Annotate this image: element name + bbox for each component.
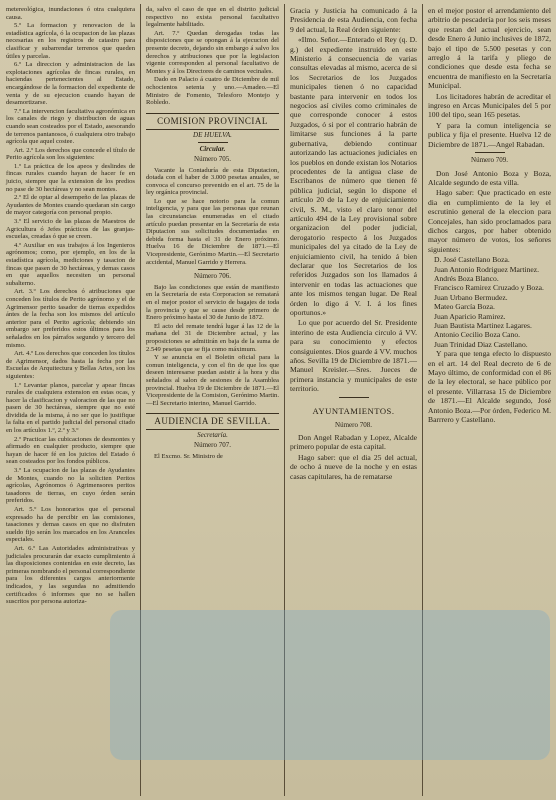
paragraph: Y se anuncia en el Boletin oficial para la comun inteligencia, y con el fin de que los que deseen interesarse puedan asistir á la hora y dia señalados al salon de sesiones de la Asamblea provincial. Huelva 19 de Diciembre de 1871.—El Vicepresidente de la Comision, Gerónimo Martin.—El Secretario interino, Manuel Garrido. bbox=[146, 354, 279, 407]
paragraph: Lo que por acuerdo del Sr. Presidente interino de esta Audiencia circulo á VV. para su conocimiento y efectos consiguientes. Dios guarde á VV. muchos años. Sevilla 19 de Diciembre de 1871.—Manuel Kreisler.—Sres. Jueces de primera instancia y municipales de este territorio. bbox=[290, 318, 417, 394]
paragraph: Art. 7.º Quedan derogadas todas las disposiciones que se opongan á la ejecucion del presente decreto, dejando sin embargo á salvo los derechos y atribuciones que por la legislacion vigente corresponden al personal facultativo de Montes y á los Directores de caminos vecinales. bbox=[146, 29, 279, 75]
list-item: Mateo García Boza. bbox=[434, 302, 495, 312]
notice-number: Número 709. bbox=[471, 156, 508, 165]
paragraph: Los licitadores habrán de acreditar el ingreso en Arcas Municipales del 5 por 100 del tipo, sean 165 pesetas. bbox=[428, 91, 551, 120]
section-heading: AUDIENCIA DE SEVILLA. bbox=[146, 413, 279, 430]
elected-list bbox=[428, 255, 551, 349]
paragraph: Art. 4.º Los derechos que conceden los títulos de Agrimensor, dados hasta la fecha por las Escuelas de Arquitectura y Bellas Artes, son los siguientes: bbox=[6, 350, 135, 380]
list-item: Juan Bautista Martinez Lagares. bbox=[434, 321, 532, 330]
paragraph: 3.º El servicio de las plazas de Maestros de Agricultura ó Jefes prácticos de las granjas-escuelas, creadas ó que se creen. bbox=[6, 218, 135, 241]
paragraph: Art. 6.º Las Autoridades administrativas y judiciales procurarán dar exacto cumplimiento á las disposiciones contenidas en este decreto, las primeras nombrando el personal correspondiente para los diferentes cargos anteriormente indicados, y las segundas no admitiendo certificados ó informes que no se hallen suscritos por persona autoriza- bbox=[6, 544, 135, 606]
paragraph: da, salvo el caso de que en el distrito judicial respectivo no exista personal facultativo legalmente habilitado. bbox=[146, 6, 279, 29]
section-heading: AYUNTAMIENTOS. bbox=[312, 405, 395, 416]
paragraph: en el mejor postor el arrendamiento del arbitrio de pescadería por los seis meses que restan del actual ejercicio, sean desde Enero á Junio inclusives de 1872, bajo el tipo de 5.500 pesetas y con arreglo á la tarifa y pliego de condiciones que desde esta fecha se encuentra de manifiesto en la Secretaría Municipal. bbox=[428, 6, 551, 91]
paragraph: Y para la comun inteligencia se publica y fija el presente. Huelva 12 de Diciembre de 1871.—Angel Rabadan. bbox=[428, 120, 551, 149]
paragraph: Gracia y Justicia ha comunicado á la Presidencia de esta Audiencia, con fecha 9 del actual, la Real órden siguiente: bbox=[290, 6, 417, 34]
divider bbox=[475, 152, 505, 153]
list-item: Francisco Ramirez Cruzado y Boza. bbox=[434, 283, 544, 293]
paragraph: Art. 5.º Los honorarios que el personal expresado ha de percibir en las comisiones, tasaciones y demas casos en que no disfruten sueldo fijo serán los marcados en los Aranceles especiales. bbox=[6, 506, 135, 544]
notice-number: Número 707. bbox=[194, 440, 231, 449]
notice-number: Número 708. bbox=[335, 420, 372, 429]
paragraph: Art. 2.º Los derechos que concede el título de Perito agrícola son los siguientes: bbox=[6, 146, 135, 162]
divider bbox=[339, 397, 369, 398]
column-4 bbox=[422, 0, 556, 800]
section-heading: COMISION PROVINCIAL bbox=[146, 113, 279, 130]
paragraph: El acto del remate tendrá lugar á las 12 de la mañana del 31 de Diciembre actual, y las proposiciones se admitirán en baja de la suma de 2.549 pesetas que se fija como máximum. bbox=[146, 322, 279, 353]
paragraph: El Excmo. Sr. Ministro de bbox=[154, 452, 223, 460]
paragraph: 1.º La práctica de los apeos y deslindes de fincas rurales cuando hayan de hacer fe en juicio, siempre que la extension de los predios no pase de 30 hectáreas y no sean montes. bbox=[6, 162, 135, 193]
circular-label: Circular. bbox=[199, 145, 226, 154]
section-subheading: Secretaría. bbox=[197, 431, 228, 440]
list-item: Antonio Cecilio Boza Cano. bbox=[434, 330, 521, 340]
list-item: D. José Castellano Boza. bbox=[434, 255, 510, 265]
list-item: Juan Antonio Rodriguez Martinez. bbox=[434, 264, 540, 274]
section-subheading: DE HUELVA. bbox=[193, 130, 232, 139]
divider bbox=[198, 269, 228, 270]
paragraph: 5.º La formacion y renovacion de la estadística agrícola, ó la ocupacion de las plazas necesarias en los registros de catastro para clasificar y subarrendar terrenos que queden útiles y parcelas. bbox=[6, 22, 135, 60]
paragraph: Hago saber: que el dia 25 del actual, de ocho á nueve de la noche y en estas casas capitulares, ha de rematarse bbox=[290, 452, 417, 481]
divider bbox=[198, 142, 228, 143]
paragraph: Art. 3.º Los derechos ó atribuciones que conceden los títulos de Perito agrónomo y el de Agrimensor perito tasador de tierras expedidos ántes de la fecha son los mismos del artículo anterior para el Perito agrícola; debiendo sin embargo ser preferidos estos últimos para los señalados en los párrafos segundo y tercero del mismo. bbox=[6, 288, 135, 349]
paragraph: 2.º Practicar las cubicaciones de desmontes y afirmado en cualquier producto, siempre que hayan de hacer fé en los juicios del Estado ó sean costeados por los fondos públicos. bbox=[6, 435, 135, 466]
paragraph: Y para que tenga efecto lo dispuesto en el art. 14 del Real decreto de 6 de Mayo último, de conformidad con el 86 de la ley electoral, se hace público por el presente. Villarrasa 15 de Diciembre de 1871.—El Alcalde segundo, José Antonio Boza.—Por órden, Federico M. Barrrero y Castellano. bbox=[428, 349, 551, 425]
paragraph: Dado en Palacio á cuatro de Diciembre de mil ochocientos setenta y uno.—Amadeo.—El Ministro de Fomento, Telesforo Montejo y Robledo. bbox=[146, 76, 279, 107]
paragraph: Lo que se hace notorio para la comun inteligencia, y para que las personas que reunan las circunstancias enumeradas en el citado artículo puedan presentar en la Secretaría de esta Diputacion sus solicitudes documentadas en debida forma hasta el 31 de Enero próximo. Huelva 16 de Diciembre de 1871.—El Vicepresidente, Gerónimo Martin.—El Secretario accidental, Manuel Garrido y Herrera. bbox=[146, 197, 279, 266]
column-1 bbox=[0, 0, 140, 800]
paragraph: 2.º El de optar al desempeño de las plazas de Ayudantes de Montes cuando quedaran sin cargo de mayor categoría con personal propio. bbox=[6, 194, 135, 217]
paragraph: 1.º Levantar planos, parcelar y apear fincas rurales de cualquiera extension en estas ocas, y hacer la clasificacion y valoracion de las que no pasen de 30 hectáreas, siempre que no esté dividida de la misma, á no ser que lo justifique la falta en el partido judicial del personal citado en los artículos 1.º, 2.º y 3.º bbox=[6, 381, 135, 435]
paragraph: Vacante la Contaduría de esta Diputacion, dotada con el haber de 3.000 pesetas anuales, se convoca el concurso prevenido en el art. 75 de la ley orgánica provincial. bbox=[146, 166, 279, 197]
notice-number: Número 705. bbox=[194, 154, 231, 163]
paragraph: Bajo las condiciones que están de manifiesto en la Secretaría de esta Corporacion se rematará en el mejor postor el servicio de bagajes de toda la provincia y que se cause desde primero de Enero próximo hasta el 30 de Junio de 1872. bbox=[146, 283, 279, 322]
paragraph: Hago saber: Que practicado en este dia en cumplimiento de la ley el escrutinio general de la eleccion para Concejales, han sido proclamados para dichos cargos, por haber obtenido mayor número de votos, los señores siguientes: bbox=[428, 188, 551, 254]
list-item: Juan Urbano Bermudez. bbox=[434, 292, 508, 302]
paragraph: metereológica, inundaciones ó otra cualquiera causa. bbox=[6, 6, 135, 21]
notice-number: Número 706. bbox=[194, 272, 231, 281]
list-item: Andrés Boza Blanco. bbox=[434, 273, 499, 283]
paragraph: 3.º La ocupacion de las plazas de Ayudantes de Montes, cuando no la soliciten Peritos agrícolas, Agrónomos ó Agrimensores peritos tasadores de tierras, en cuyo órden serán preferidos. bbox=[6, 467, 135, 505]
paragraph: «Ilmo. Señor.—Enterado el Rey (q. D. g.) del expediente instruido en este Ministerio á consecuencia de varias consultas elevadas al mismo, acerca de si los Secretarios de los Juzgados municipales tienen ó no capacidad bastante para intervenir en todos los negocios así civiles como criminales de que corresponde conocer á estos Juzgados, ó si por el contrario habrán de limitarse sus funciones á la parte gubernativa, debiendo continuar autorizando las actuaciones judiciales en los pueblos en donde existan los Notarios procedentes de la antigua clase de Escribanos de número que tienen fé pública judicial, según lo dispone el artículo 20 de la Ley de enjuiciamiento civil, S. M., visto el claro tenor del artículo 494 de la Ley provisional sobre organizacion del poder judicial, derogatorio respecto á los Juzgados municipales del ya citado de la Ley de enjuiciamiento civil, ha tenido á bien declarar que los Secretarios de los referidos Juzgados son los llamados á intervenir en todas las actuaciones que ante los mismos tengan lugar. De Real órden lo digo á V. I. á los fines oportunos.» bbox=[290, 35, 417, 317]
list-item: Juan Aparicio Ramirez. bbox=[434, 311, 506, 321]
paragraph: Don Angel Rabadan y Lopez, Alcalde primero popular de esta capital. bbox=[290, 433, 417, 452]
paragraph: 6.º La direccion y administracion de las explotaciones agrícolas de fincas rurales, en haciendas pertenecientes al Estado, encargándose de la formacion del expediente de venta y de su ejecucion cuando hayan de desamortizarse. bbox=[6, 61, 135, 107]
paragraph: Don José Antonio Boza y Boza, Alcalde segundo de esta villa. bbox=[428, 168, 551, 187]
column-3 bbox=[284, 0, 422, 800]
list-item: Juan Trinidad Diaz Castellano. bbox=[434, 339, 528, 349]
paragraph: 4.º Auxiliar en sus trabajos á los Ingenieros agrónomos; como, por ejemplo, en los de la estadística agrícola, mediciones y tasacion de fincas que pasen de 30 hectáreas, y demas casos en que aquellos necesiten un personal subalterno. bbox=[6, 241, 135, 287]
column-2 bbox=[140, 0, 284, 800]
paragraph: 7.º La intervencion facultativa agronómica en los canales de riego y distribucion de aguas cuando sean costeados por el Estado, asesorando de terrenos pantanosos, ó cualquiera otro trabajo agrícola que aquel costee. bbox=[6, 107, 135, 146]
